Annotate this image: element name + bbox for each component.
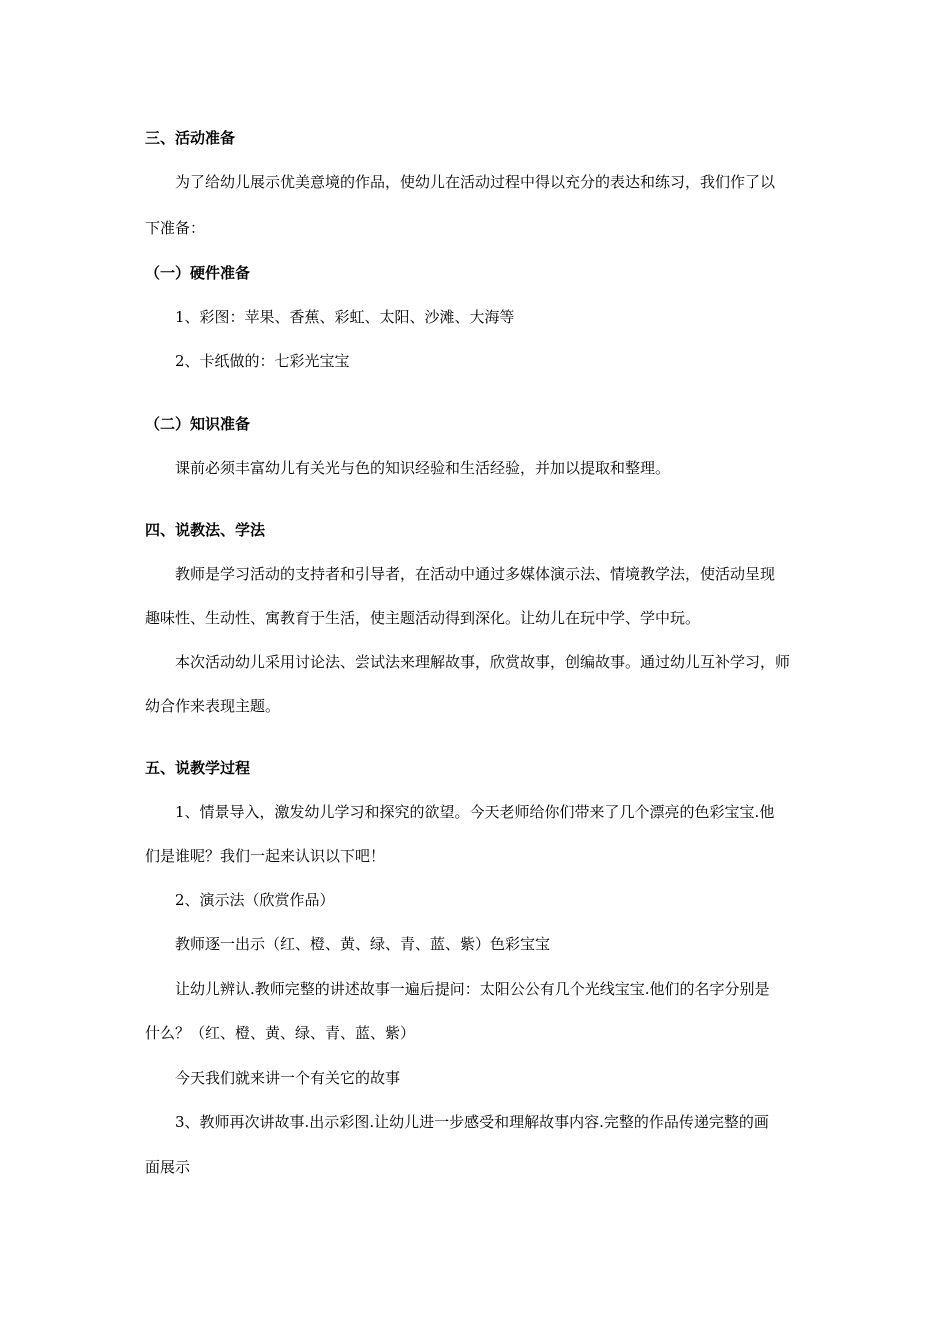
process-step-1-line-1: 1、情景导入，激发幼儿学习和探究的欲望。今天老师给你们带来了几个漂亮的色彩宝宝.他: [175, 803, 775, 821]
hardware-item-2: 2、卡纸做的：七彩光宝宝: [175, 352, 350, 370]
hardware-item-1: 1、彩图：苹果、香蕉、彩虹、太阳、沙滩、大海等: [175, 308, 515, 326]
section-heading-teaching-methods: 四、说教法、学法: [145, 521, 266, 539]
process-step-2-text-3: 今天我们就来讲一个有关它的故事: [175, 1069, 401, 1087]
process-step-2-title: 2、演示法（欣赏作品）: [175, 891, 335, 909]
process-step-2-text-2-line-2: 什么？（红、橙、黄、绿、青、蓝、紫）: [145, 1024, 416, 1042]
knowledge-text: 课前必须丰富幼儿有关光与色的知识经验和生活经验，并加以提取和整理。: [175, 459, 671, 477]
section-heading-teaching-process: 五、说教学过程: [145, 759, 251, 777]
section-heading-activity-preparation: 三、活动准备: [145, 129, 236, 147]
process-step-1-line-2: 们是谁呢？我们一起来认识以下吧！: [145, 847, 386, 865]
preparation-intro-line-2: 下准备：: [145, 219, 206, 237]
methods-para-2-line-2: 幼合作来表现主题。: [145, 697, 281, 715]
process-step-3-line-2: 面展示: [145, 1158, 191, 1176]
process-step-3-line-1: 3、教师再次讲故事.出示彩图.让幼儿进一步感受和理解故事内容.完整的作品传递完整的画: [175, 1113, 769, 1131]
methods-para-1-line-2: 趣味性、生动性、寓教育于生活，使主题活动得到深化。让幼儿在玩中学、学中玩。: [145, 609, 701, 627]
subheading-knowledge-preparation: （二）知识准备: [145, 415, 251, 433]
subheading-hardware-preparation: （一）硬件准备: [145, 264, 251, 282]
process-step-2-text-1: 教师逐一出示（红、橙、黄、绿、青、蓝、紫）色彩宝宝: [175, 935, 551, 953]
methods-para-2-line-1: 本次活动幼儿采用讨论法、尝试法来理解故事，欣赏故事，创编故事。通过幼儿互补学习，师: [175, 653, 791, 671]
preparation-intro-line-1: 为了给幼儿展示优美意境的作品，使幼儿在活动过程中得以充分的表达和练习，我们作了以: [175, 173, 776, 191]
process-step-2-text-2-line-1: 让幼儿辨认.教师完整的讲述故事一遍后提问：太阳公公有几个光线宝宝.他们的名字分别是: [175, 980, 770, 998]
methods-para-1-line-1: 教师是学习活动的支持者和引导者，在活动中通过多媒体演示法、情境教学法，使活动呈现: [175, 565, 776, 583]
